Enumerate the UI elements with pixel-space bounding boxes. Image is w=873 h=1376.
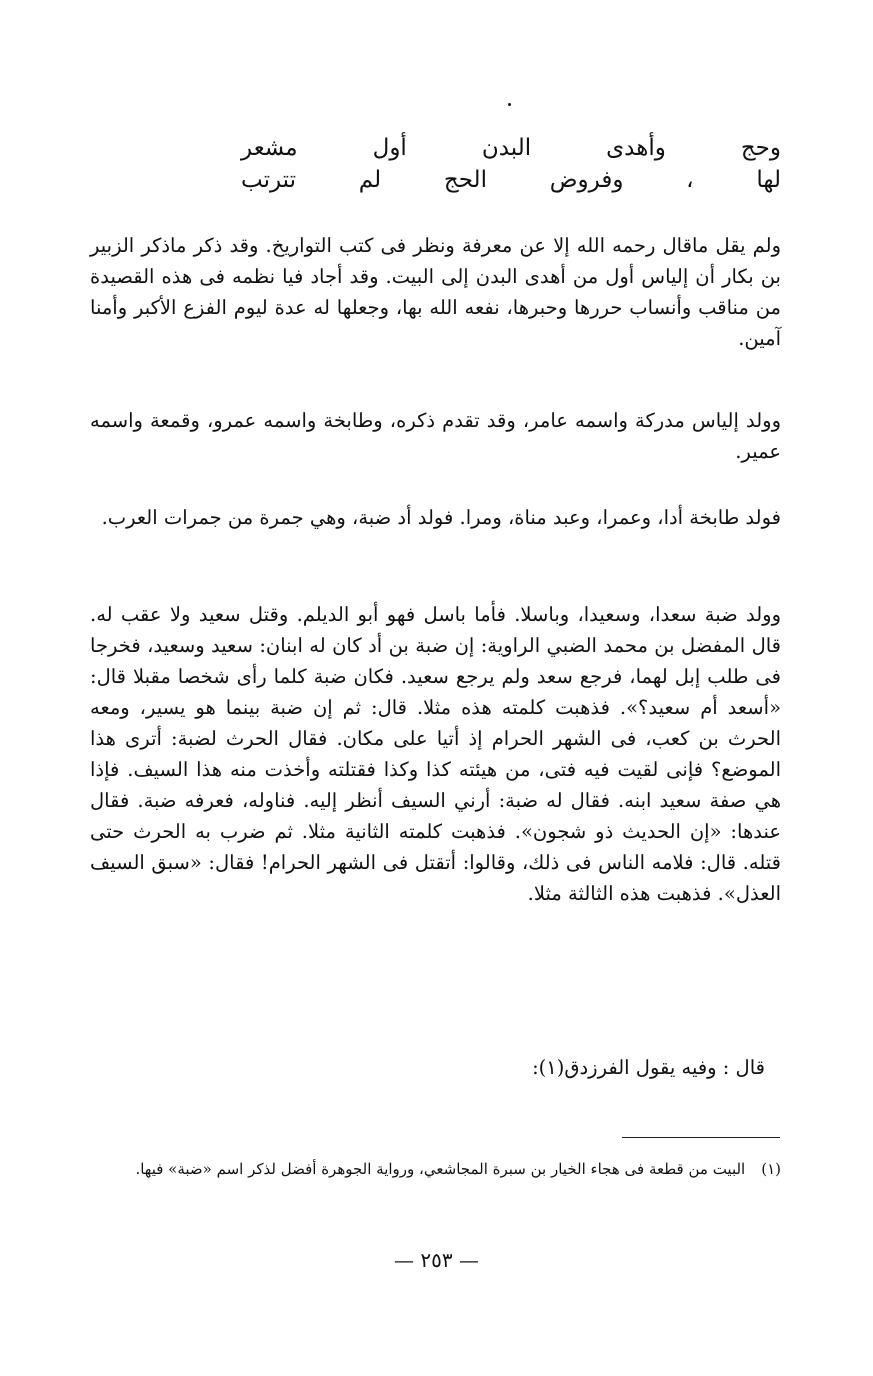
paragraph-4 <box>90 599 781 909</box>
paragraph-2 <box>90 405 781 467</box>
footnote-number: (١) <box>761 1160 781 1178</box>
paragraph-1 <box>90 230 781 354</box>
paragraph-1-text: ولم يقل ماقال رحمه الله إلا عن معرفة ونظر فى كتب التواريخ. وقد ذكر ماذكر الزبير بن بكار أن إلياس أول من أهدى البدن إلى البيت. وقد أجاد فيا نظمه فى هذه القصيدة من مناقب وأنساب حررها وحبرها، نفعه الله بها، وجعلها له عدة ليوم الفزع الأكبر وأمنا آمين. <box>90 234 781 350</box>
paragraph-3-text: فولد طابخة أدا، وعمرا، وعبد مناة، ومرا. فولد أد ضبة، وهي جمرة من جمرات العرب. <box>101 506 781 529</box>
footnote-text: البيت من قطعة فى هجاء الخيار بن سبرة المجاشعي، ورواية الجوهرة أفضل لذكر اسم «ضبة» فيها. <box>135 1160 746 1178</box>
verse-line-2: لها ، وفروض الحج لم تترتب <box>241 167 781 193</box>
paragraph-5-text: قال : وفيه يقول الفرزدق(١): <box>532 1056 765 1079</box>
poem-verse <box>241 132 781 196</box>
paragraph-2-text: وولد إلياس مدركة واسمه عامر، وقد تقدم ذكره، وطابخة واسمه عمرو، وقمعة واسمه عمير. <box>90 409 781 463</box>
paragraph-3 <box>90 502 781 533</box>
paragraph-4-text: وولد ضبة سعدا، وسعيدا، وباسلا. فأما باسل فهو أبو الديلم. وقتل سعيد ولا عقب له. قال المفضل بن محمد الضبي الراوية: إن ضبة بن أد كان له ابنان: سعيد وسعيد، فخرجا فى طلب إبل لهما، فرجع سعد ولم يرجع سعيد. فكان ضبة كلما رأى شخصا مقبلا قال: «أسعد أم سعيد؟». فذهبت كلمته هذه مثلا. قال: ثم إن ضبة بينما هو يسير، ومعه الحرث بن كعب، فى الشهر الحرام إذ أتيا على مكان. فقال الحرث لضبة: أترى هذا الموضع؟ فإنى لقيت فيه فتى، من هيئته كذا وكذا فقتلته وأخذت منه هذا السيف. فإذا هي صفة سعيد ابنه. فقال له ضبة: أرني السيف أنظر إليه. فناوله، فعرفه ضبة. فقال عندها: «إن الحديث ذو شجون». فذهبت كلمته الثانية مثلا. ثم ضرب به الحرث حتى قتله. قال: فلامه الناس فى ذلك، وقالوا: أتقتل فى الشهر الحرام! فقال: «سبق السيف العذل». فذهبت هذه الثالثة مثلا. <box>90 603 781 905</box>
page-number: — ٢٥٣ — <box>394 1248 479 1272</box>
footnote-divider <box>622 1137 780 1138</box>
verse-line-1: وحج وأهدى البدن أول مشعر <box>241 135 781 161</box>
paragraph-5 <box>90 1052 765 1083</box>
ornament-dot <box>508 103 511 106</box>
footnote <box>90 1155 781 1183</box>
